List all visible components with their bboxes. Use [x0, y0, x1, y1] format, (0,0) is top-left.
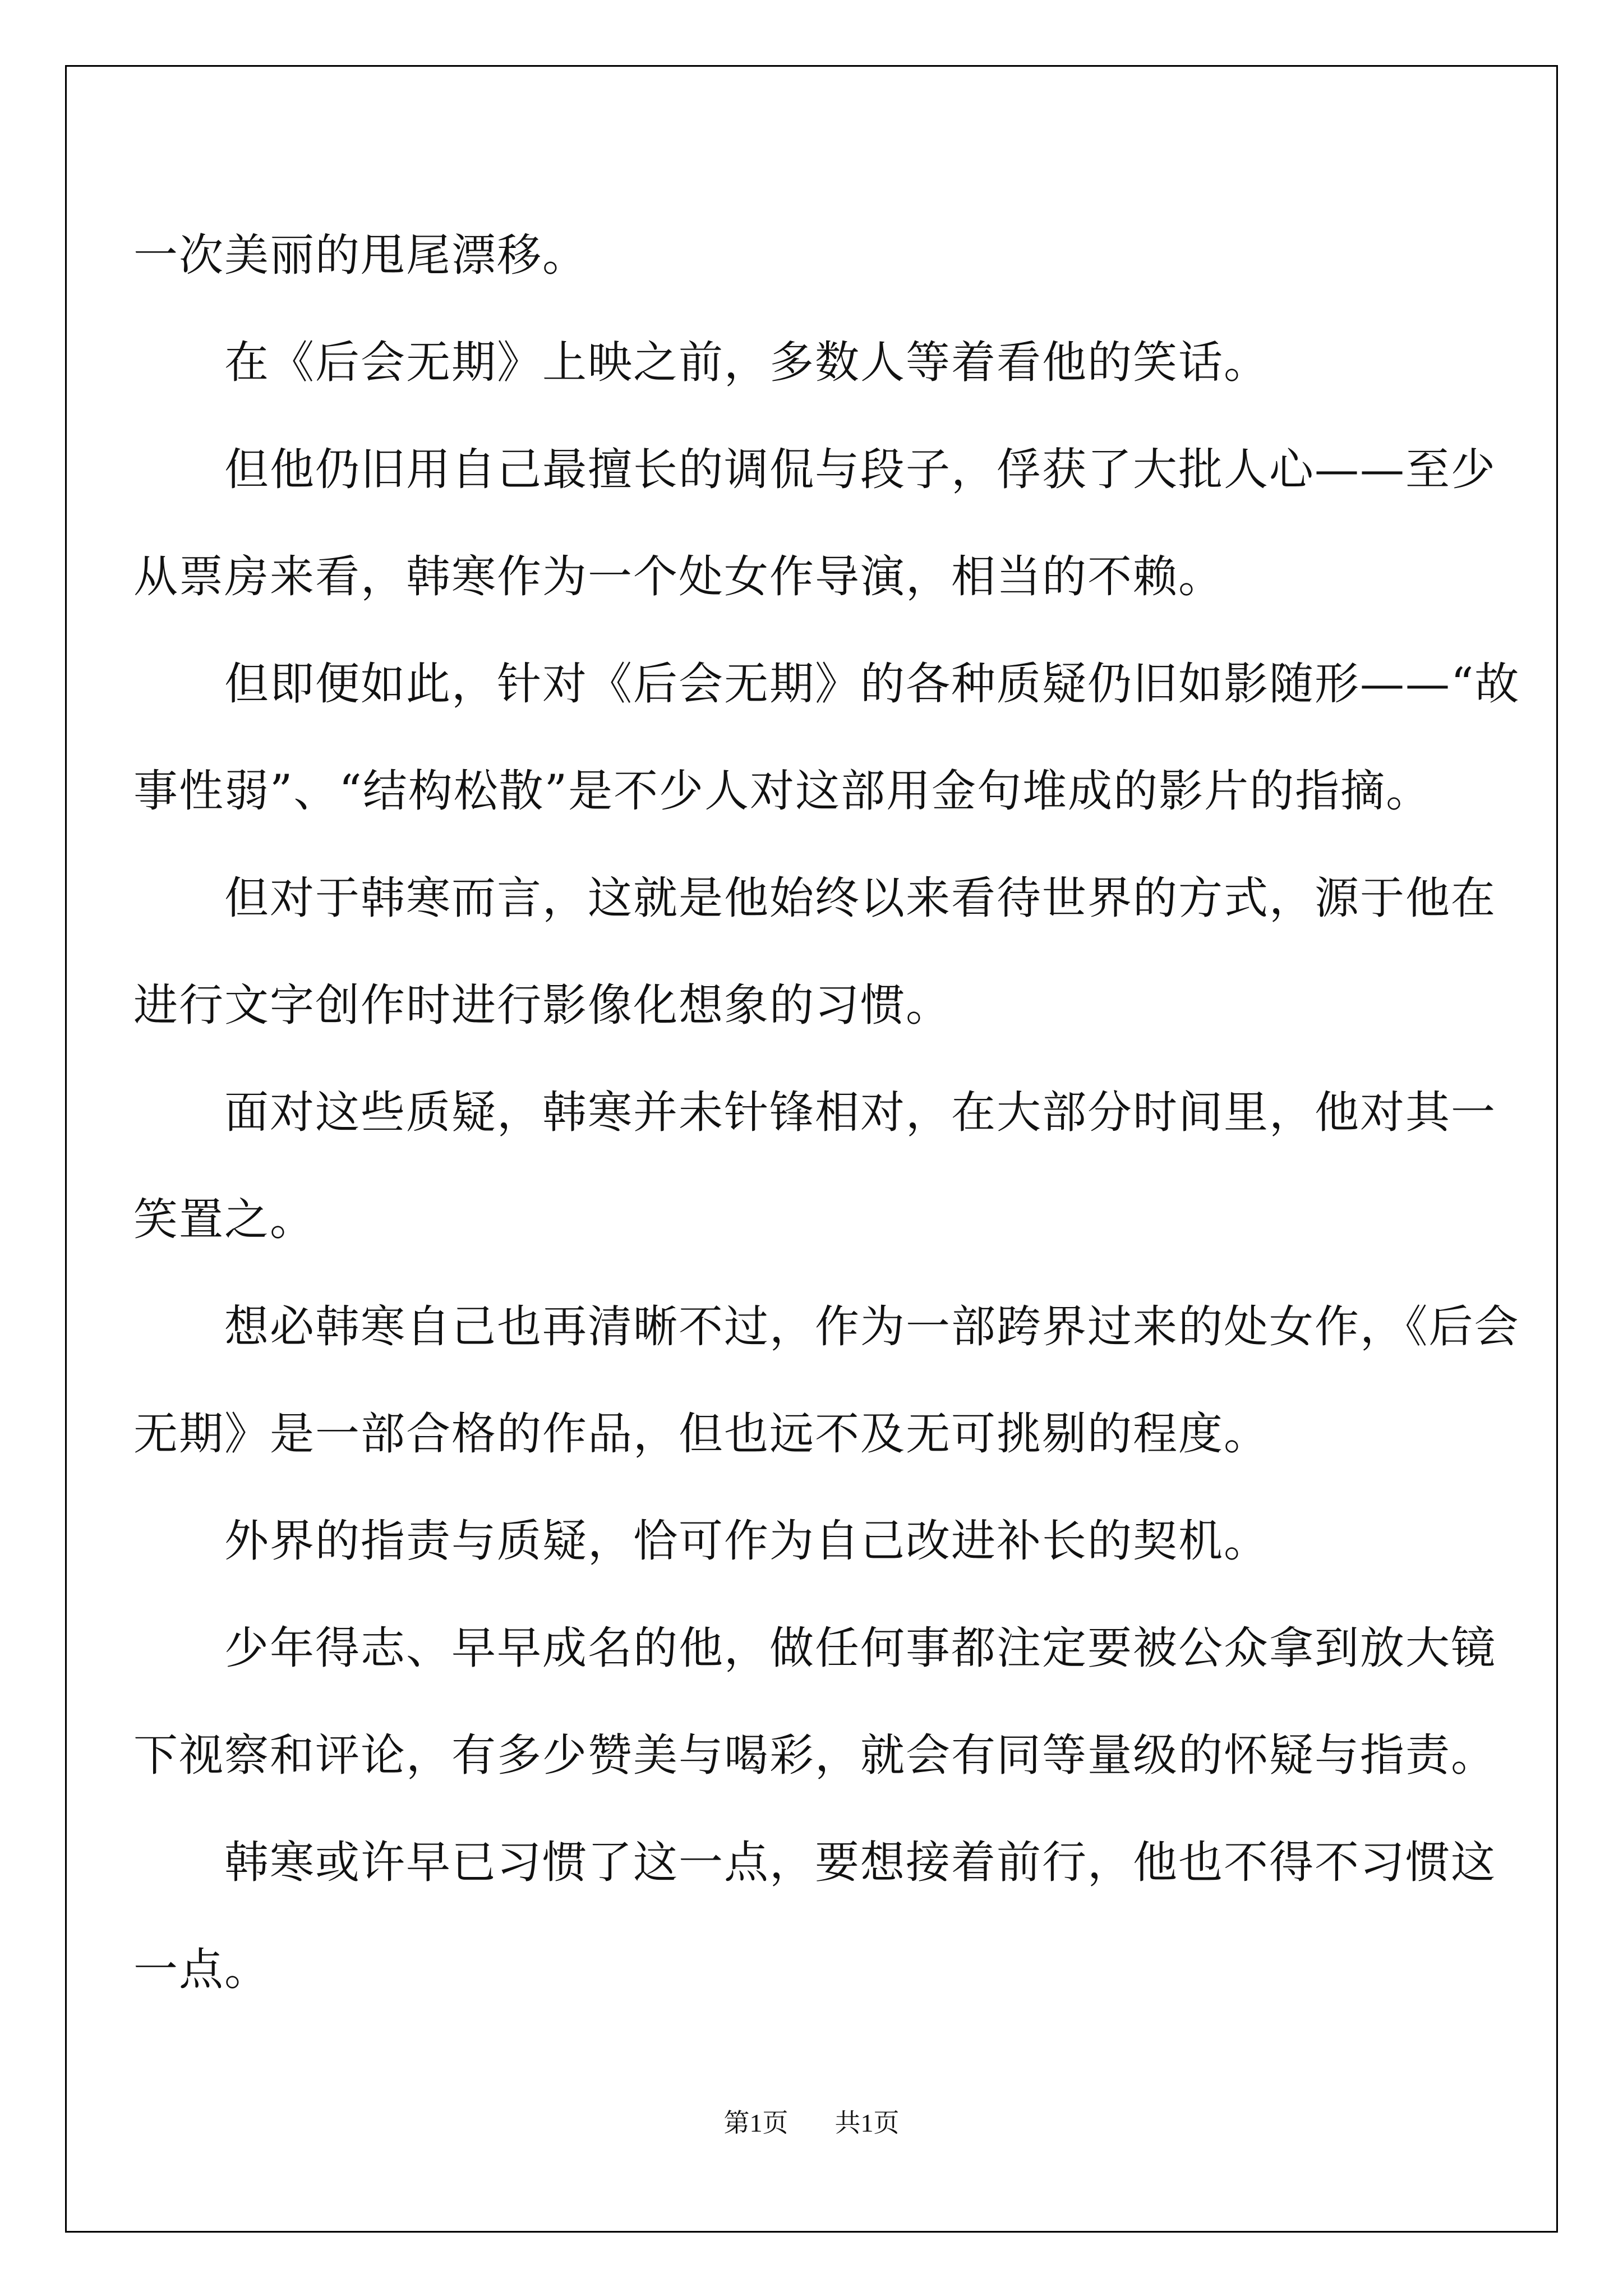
text-line: 在《后会无期》上映之前，多数人等着看他的笑话。	[133, 337, 1269, 388]
document-body	[133, 202, 1520, 2023]
text-line: 少年得志、早早成名的他，做任何事都注定要被公众拿到放大镜	[133, 1622, 1496, 1674]
text-line: 进行文字创作时进行影像化想象的习惯。	[133, 979, 951, 1031]
text-line: 无期》是一部合格的作品，但也远不及无可挑剔的程度。	[133, 1408, 1269, 1460]
text-line: 想必韩寒自己也再清晰不过，作为一部跨界过来的处女作，《后会	[133, 1301, 1520, 1352]
text-line: 事性弱”、“结构松散”是不少人对这部用金句堆成的影片的指摘。	[133, 765, 1432, 817]
text-line: 但即便如此，针对《后会无期》的各种质疑仍旧如影随形——“故	[133, 658, 1520, 710]
text-line: 下视察和评论，有多少赞美与喝彩，就会有同等量级的怀疑与指责。	[133, 1729, 1496, 1781]
text-line: 从票房来看，韩寒作为一个处女作导演，相当的不赖。	[133, 551, 1224, 602]
page-total: 共1页	[834, 2109, 900, 2137]
text-line: 一次美丽的甩尾漂移。	[133, 229, 588, 281]
page-number: 第1页	[723, 2109, 789, 2137]
text-line: 但他仍旧用自己最擅长的调侃与段子，俘获了大批人心——至少	[133, 444, 1496, 495]
page-footer	[0, 2102, 1623, 2139]
text-line: 笑置之。	[133, 1194, 315, 1245]
text-line: 但对于韩寒而言，这就是他始终以来看待世界的方式，源于他在	[133, 872, 1496, 924]
text-line: 韩寒或许早已习惯了这一点，要想接着前行，他也不得不习惯这	[133, 1837, 1496, 1888]
text-line: 一点。	[133, 1944, 270, 1995]
text-line: 面对这些质疑，韩寒并未针锋相对，在大部分时间里，他对其一	[133, 1087, 1496, 1138]
text-line: 外界的指责与质疑，恰可作为自己改进补长的契机。	[133, 1515, 1269, 1567]
